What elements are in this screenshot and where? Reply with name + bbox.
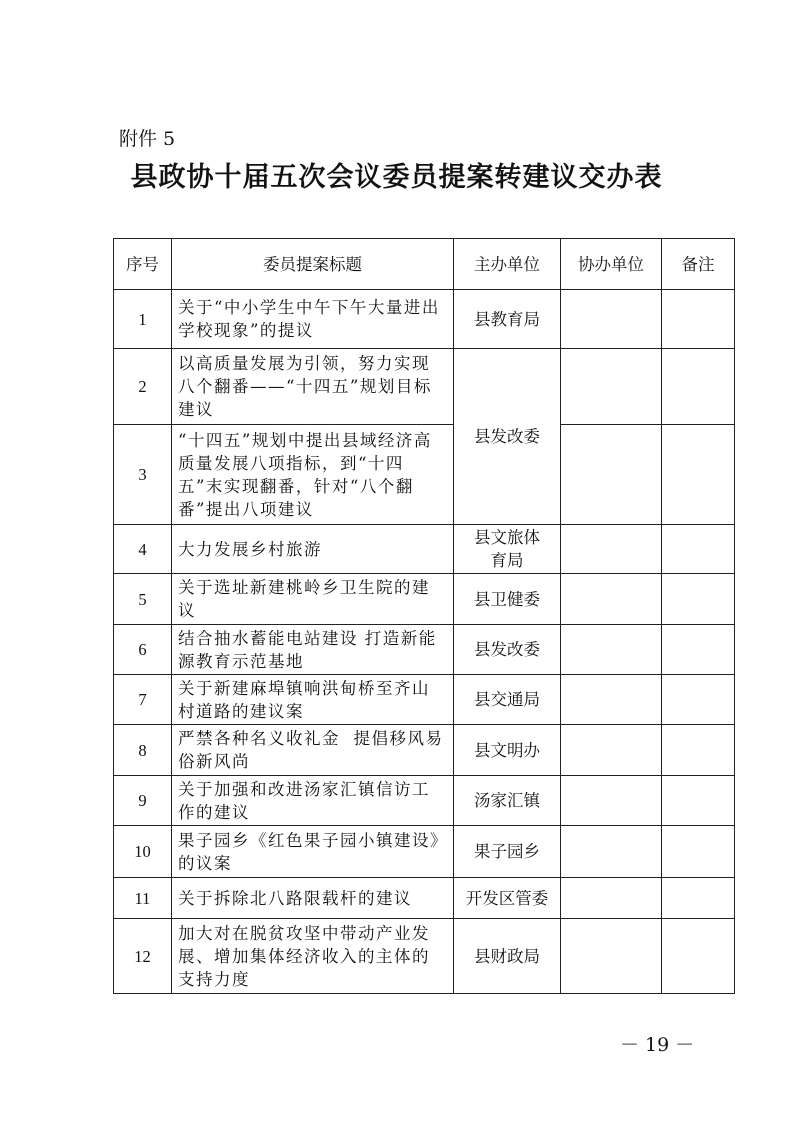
row-subject: 严禁各种名义收礼金 提倡移风易俗新风尚 — [172, 725, 454, 776]
page-number: － 19 － — [620, 1034, 695, 1056]
row-subject: 大力发展乡村旅游 — [172, 525, 454, 574]
row-assist-unit — [561, 919, 662, 994]
row-seq: 6 — [114, 625, 172, 675]
table-row — [114, 919, 735, 994]
row-note — [662, 525, 735, 574]
table-row — [114, 525, 735, 574]
table-row — [114, 878, 735, 919]
row-lead-unit: 汤家汇镇 — [454, 776, 561, 826]
row-assist-unit — [561, 349, 662, 425]
row-assist-unit — [561, 878, 662, 919]
row-seq: 10 — [114, 826, 172, 878]
row-seq: 5 — [114, 574, 172, 625]
row-assist-unit — [561, 525, 662, 574]
row-note — [662, 725, 735, 776]
row-assist-unit — [561, 290, 662, 349]
row-lead-unit: 县教育局 — [454, 290, 561, 349]
row-lead-unit: 县发改委 — [454, 349, 561, 525]
page-title: 县政协十届五次会议委员提案转建议交办表 — [130, 162, 663, 193]
row-subject: 以高质量发展为引领，努力实现八个翻番——“十四五”规划目标建议 — [172, 349, 454, 425]
table-row — [114, 776, 735, 826]
table-header-row — [114, 239, 735, 290]
row-lead-unit: 县发改委 — [454, 625, 561, 675]
row-subject: 结合抽水蓄能电站建设 打造新能源教育示范基地 — [172, 625, 454, 675]
row-note — [662, 290, 735, 349]
row-lead-unit: 县文明办 — [454, 725, 561, 776]
table-row — [114, 625, 735, 675]
row-seq: 11 — [114, 878, 172, 919]
row-lead-unit: 果子园乡 — [454, 826, 561, 878]
row-subject: 关于新建麻埠镇响洪甸桥至齐山村道路的建议案 — [172, 675, 454, 725]
proposal-table — [113, 238, 735, 994]
row-subject: 关于“中小学生中午下午大量进出学校现象”的提议 — [172, 290, 454, 349]
row-assist-unit — [561, 725, 662, 776]
table-row — [114, 349, 735, 425]
row-assist-unit — [561, 826, 662, 878]
row-seq: 12 — [114, 919, 172, 994]
header-seq: 序号 — [114, 239, 172, 290]
row-seq: 7 — [114, 675, 172, 725]
row-lead-unit: 县文旅体育局 — [454, 525, 561, 574]
row-seq: 4 — [114, 525, 172, 574]
table-row — [114, 425, 735, 525]
table-row — [114, 290, 735, 349]
row-seq: 1 — [114, 290, 172, 349]
row-assist-unit — [561, 574, 662, 625]
attachment-label: 附件 5 — [119, 128, 176, 150]
header-note: 备注 — [662, 239, 735, 290]
row-note — [662, 919, 735, 994]
row-note — [662, 349, 735, 425]
row-note — [662, 675, 735, 725]
row-assist-unit — [561, 776, 662, 826]
row-note — [662, 625, 735, 675]
table-row — [114, 725, 735, 776]
row-assist-unit — [561, 425, 662, 525]
row-subject: 关于加强和改进汤家汇镇信访工作的建议 — [172, 776, 454, 826]
header-subject: 委员提案标题 — [172, 239, 454, 290]
table-row — [114, 574, 735, 625]
row-lead-unit: 县交通局 — [454, 675, 561, 725]
row-seq: 9 — [114, 776, 172, 826]
row-assist-unit — [561, 675, 662, 725]
row-assist-unit — [561, 625, 662, 675]
row-lead-unit: 县财政局 — [454, 919, 561, 994]
row-note — [662, 826, 735, 878]
table-row — [114, 675, 735, 725]
row-lead-unit: 开发区管委 — [454, 878, 561, 919]
header-lead-unit: 主办单位 — [454, 239, 561, 290]
row-note — [662, 574, 735, 625]
row-lead-unit: 县卫健委 — [454, 574, 561, 625]
table-row — [114, 826, 735, 878]
row-note — [662, 776, 735, 826]
row-subject: 果子园乡《红色果子园小镇建设》的议案 — [172, 826, 454, 878]
row-subject: 加大对在脱贫攻坚中带动产业发展、增加集体经济收入的主体的支持力度 — [172, 919, 454, 994]
row-note — [662, 425, 735, 525]
row-seq: 8 — [114, 725, 172, 776]
row-subject: “十四五”规划中提出县域经济高质量发展八项指标，到“十四五”末实现翻番，针对“八个翻番”提出八项建议 — [172, 425, 454, 525]
row-subject: 关于拆除北八路限载杆的建议 — [172, 878, 454, 919]
row-note — [662, 878, 735, 919]
header-assist-unit: 协办单位 — [561, 239, 662, 290]
row-seq: 2 — [114, 349, 172, 425]
row-subject: 关于选址新建桃岭乡卫生院的建议 — [172, 574, 454, 625]
row-seq: 3 — [114, 425, 172, 525]
